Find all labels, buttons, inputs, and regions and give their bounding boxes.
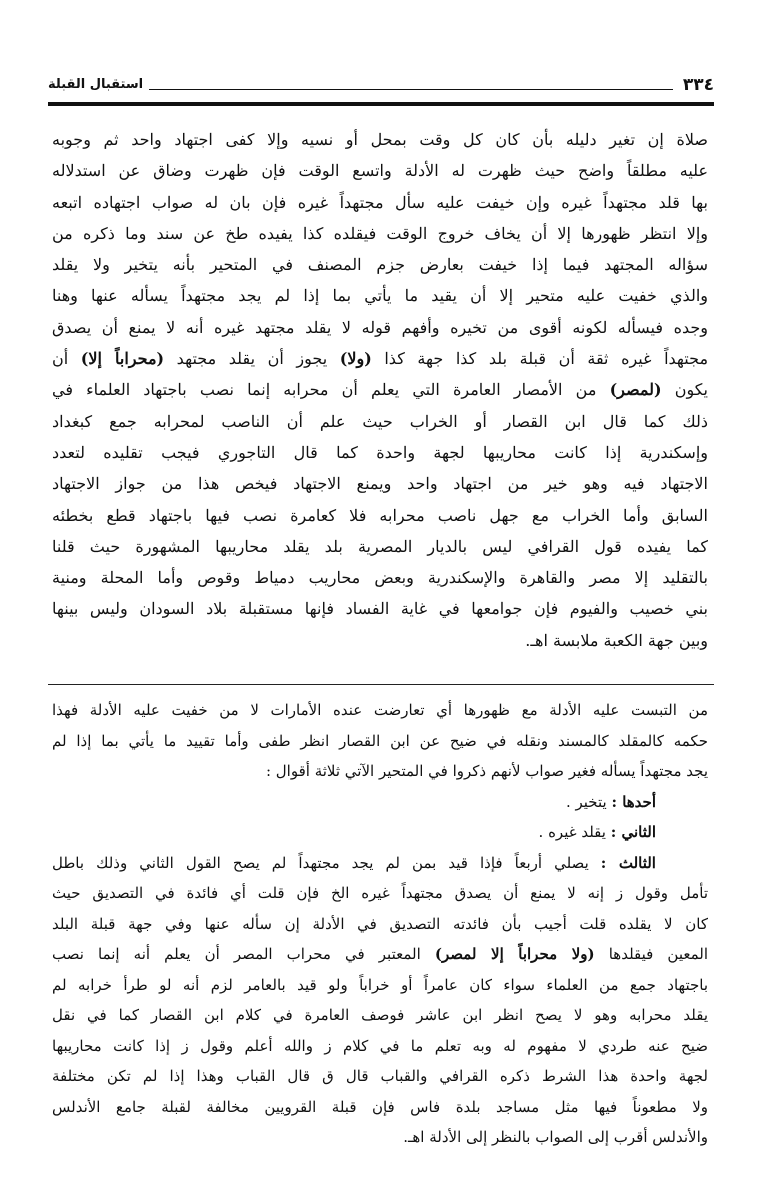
footnote-line: ولا مطعوناً فيها مثل مساجد بلدة فاس فإن قبلة القرويين مخالفة لقبلة جامع الأندلس bbox=[52, 1097, 708, 1116]
text-line: سؤاله المجتهد فيما إذا خيفت بعارض جزم المصنف في المتحير بأنه يتخير ولا يقلد bbox=[52, 255, 708, 275]
page-number: ٣٣٤ bbox=[682, 75, 714, 95]
footnote-line: كان لا يقلده قلت أجيب بأن فائدته التصديق في الأدلة إن سأله عنها وفي جهة قبلة البلد bbox=[52, 914, 708, 933]
footnote-line: يقلد محرابه وهو لا يصح انظر ابن عاشر فوصف العامرة في كلام ابن القصار كما في نقل bbox=[52, 1006, 708, 1025]
text-line: بها قلد مجتهداً غيره وإن خيفت عليه سأل مجتهداً غيره فإن بان له صواب اجتهاده اتبعه bbox=[52, 192, 708, 212]
text-segment: أن bbox=[52, 349, 81, 369]
footnote-line: لجهة واحدة هذا الشرط ذكره القرافي والقباب قال ق قال القباب وهذا إذا لم تكن مختلفة bbox=[52, 1067, 708, 1086]
text-line: وإسكندرية إذا كانت محاريبها لجهة واحدة كما قال التاجوري فيجب تقليده لتعدد bbox=[52, 442, 708, 462]
text-segment: يجوز أن يقلد مجتهد bbox=[164, 349, 340, 369]
footnote-line bbox=[52, 939, 708, 970]
text-segment: مجتهداً غيره ثقة أن قبلة بلد كذا جهة كذا bbox=[371, 349, 708, 369]
footnote-line: حكمه كالمقلد كالمسند ونقله في ضيح عن ابن القصار انظر طفى وأما تقييد ما يأتي بما إذا لم bbox=[52, 731, 708, 750]
text-line: بالتقليد إلا مصر والقاهرة والإسكندرية وبعض محاريب دمياط وقوص وأما المحلة ومنية bbox=[52, 568, 708, 588]
text-line: ذلك كما قال ابن القصار أو الخراب حيث علم أن الناصب لمحرابه جمع كبغداد bbox=[52, 411, 708, 431]
text-line: عليه مطلقاً واضح حيث ظهرت له الأدلة واتسع الوقت فإن ظهرت وضاق عن استدلاله bbox=[52, 161, 708, 181]
opinion-second bbox=[52, 817, 708, 848]
text-line: صلاة إن تغير دليله بأن كان كل وقت بمحل أو نسيه وإلا كفى اجتهاد واحد ثم وجوبه bbox=[52, 130, 708, 149]
opinion-third bbox=[52, 848, 708, 879]
text-line bbox=[52, 374, 708, 405]
running-title: استقبال القبلة bbox=[48, 77, 144, 92]
opinion-label: الثالث : bbox=[600, 853, 656, 872]
header-divider bbox=[149, 89, 673, 90]
book-page bbox=[48, 68, 714, 1153]
footnote-line: باجتهاد جمع من العلماء سواء كان عامراً أو خراباً ولو قيد بالعامر لزم أنه لو طرأ خرابه لم bbox=[52, 975, 708, 994]
footnote-line: ضيح عنه طردي لا مفهوم له وبه تعلم ما في كلام ز والله أعلم وقول ز إذا كانت محاريبها bbox=[52, 1036, 708, 1055]
bold-matn-term: (لمصر) bbox=[609, 380, 662, 400]
main-text bbox=[48, 124, 714, 656]
opinion-text: يتخير . bbox=[565, 792, 612, 811]
text-line: كما يفيده قول القرافي ليس بالديار المصرية بلد يقلد محاريبها المشهورة حيث قلنا bbox=[52, 536, 708, 556]
text-line: وبين جهة الكعبة ملابسة اهـ. bbox=[525, 630, 708, 650]
text-line: وإلا انتظر ظهورها إلا أن يخاف خروج الوقت فيقلده كذا يفيده طخ عن سند وما ذكره من bbox=[52, 223, 708, 243]
footnote-line: من التبست عليه الأدلة مع ظهورها أي تعارضت عنده الأمارات لا من خفيت عليه الأدلة فهذا bbox=[52, 701, 708, 720]
bold-matn-term: (ولا) bbox=[339, 349, 372, 369]
bold-matn-term: (محراباً إلا) bbox=[80, 349, 165, 369]
text-line: وجده فيسأله لكونه أقوى من تخيره وأفهم قوله لا يقلد مجتهد غيره أنه لا يمنع أن يصدق bbox=[52, 317, 708, 337]
text-line bbox=[52, 343, 708, 374]
page-header bbox=[48, 68, 714, 96]
header-rule bbox=[48, 102, 714, 106]
footnotes bbox=[48, 695, 714, 1153]
opinion-label: الثاني : bbox=[610, 823, 656, 842]
opinion-first bbox=[52, 787, 708, 818]
text-line: بني خصيب والفيوم فإن جوامعها في غاية الفساد فإنها مستقبلة بلاد السودان وليس بينها bbox=[52, 599, 708, 619]
text-segment: المعين فيقلدها bbox=[594, 945, 708, 964]
footnote-line: تأمل وقول ز إنه لا يمنع أن يصدق مجتهداً غيره الخ فإن قلت أي فائدة في التصديق حيث bbox=[52, 884, 708, 903]
opinion-label: أحدها : bbox=[611, 792, 656, 811]
footnote-line: يجد مجتهداً يسأله فغير صواب لأنهم ذكروا في المتحير الآتي ثلاثة أقوال : bbox=[265, 762, 708, 781]
opinion-text: يقلد غيره . bbox=[538, 823, 611, 842]
text-segment: يكون bbox=[661, 380, 708, 400]
opinion-text: يصلي أربعاً فإذا قيد بمن لم يجد مجتهداً لم يصح القول الثاني وذلك باطل bbox=[52, 853, 601, 872]
text-segment: المعتبر في محراب المصر أن يعلم أنه إنما نصب bbox=[52, 945, 435, 964]
footnote-separator bbox=[48, 684, 714, 685]
text-segment: من الأمصار العامرة التي يعلم أن محرابه إنما نصب باجتهاد العلماء في bbox=[52, 380, 610, 400]
text-line: الاجتهاد فيه وهو خير من اجتهاد واحد ويمنع الاجتهاد فيخص هذا من جواز الاجتهاد bbox=[52, 474, 708, 494]
text-line: السابق وأما الخراب مع جهل ناصب محرابه فلا كعامرة نصب فيها باجتهاد قطع بخطئه bbox=[52, 505, 708, 525]
bold-matn-term: (ولا محراباً إلا لمصر) bbox=[434, 945, 595, 964]
footnote-line: والأندلس أقرب إلى الصواب بالنظر إلى الأدلة اهـ. bbox=[403, 1128, 708, 1147]
text-line: والذي خفيت عليه متحير إلا أن يقيد ما يأتي بما إذا لم يجد مجتهداً يسأله عنها وهنا bbox=[52, 286, 708, 306]
